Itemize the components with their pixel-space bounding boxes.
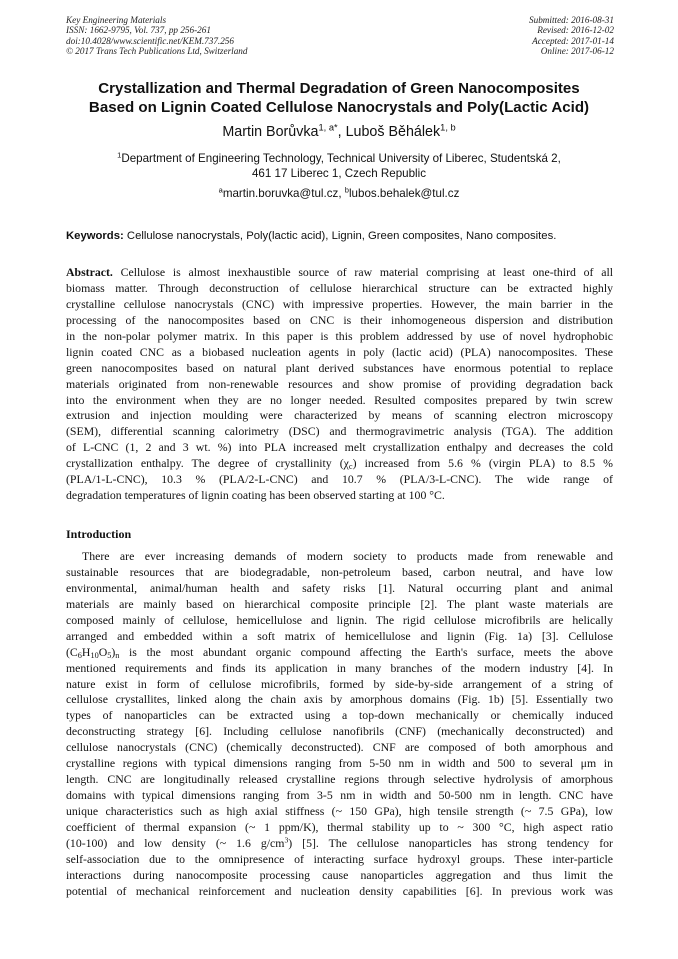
abstract-line: of L-CNC (1, 2 and 3 wt. %) into PLA increased melt crystallization enthalpy and decreases the cold: [66, 440, 613, 455]
publication-dates: [529, 15, 614, 57]
chemical-formula: [66, 645, 119, 659]
abstract-text: ) increased from 5.6 % (virgin PLA) to 8.5 %: [352, 456, 613, 471]
author-name: Martin Borůvka: [222, 124, 319, 140]
section-heading-introduction: Introduction: [66, 527, 132, 541]
doi-line[interactable]: doi:10.4028/www.scientific.net/KEM.737.256: [66, 35, 234, 46]
paragraph-line: length. CNC are longitudinally released crystalline regions through selective hydrolysis of amorphous: [66, 772, 613, 787]
email-link[interactable]: martin.boruvka@tul.cz: [222, 187, 339, 200]
paragraph-line: unique characteristics such as high axial stiffness (~ 150 GPa), high tensile strength (~ 7.5 GPa), low: [66, 804, 613, 818]
paragraph-line: crystalline regions with typical dimensions ranging from 5-50 nm in width and 500 to several μm in: [66, 756, 613, 771]
abstract-line: crystalline cellulose nanocrystals (CNC) with impressive properties. However, the main barrier in the: [66, 296, 613, 311]
author-emails: [40, 186, 638, 201]
abstract-line: into the environment when they are no longer needed. Resulted composites prepared by twin screw: [66, 392, 613, 407]
formula-part: H: [81, 644, 91, 659]
paragraph-line: arranged and embedded within a soft matrix of hemicellulose and lignin (Fig. 1a) [3]. Cellulose: [66, 628, 613, 643]
abstract-line: [66, 456, 613, 472]
journal-info: [66, 15, 247, 57]
paragraph-line: [66, 836, 613, 852]
paragraph-line: composed mainly of cellulose, hemicellulose and lignin. The rigid cellulose microfibrils are helically: [66, 612, 613, 627]
formula-part: ): [111, 644, 116, 659]
journal-name: Key Engineering Materials: [66, 15, 167, 25]
keywords-text: Cellulose nanocrystals, Poly(lactic acid), Lignin, Green composites, Nano composites.: [126, 230, 557, 242]
abstract-line: (SEM), differential scanning calorimetry (DSC) and thermogravimetric analysis (TGA). The addition: [66, 424, 613, 439]
introduction-body: [66, 549, 613, 900]
abstract-text: crystallization enthalpy. The degree of crystallinity (χ: [66, 456, 349, 471]
author-affiliation-mark: 1, a*: [318, 122, 338, 133]
abstract-line: processing of the nanocomposites based on CNC is their inhomogeneous dispersion and distribution: [66, 312, 613, 327]
formula-subscript: 6: [77, 650, 82, 660]
author-list: [40, 123, 638, 141]
paragraph-text: ) [5]. The cellulose nanoparticles has strong tendency for: [288, 835, 613, 850]
paragraph-line: deconstructing strategy [6]. Including cellulose nanofibrils (CNF) (mechanically deconstructed) and: [66, 724, 613, 739]
keywords: [66, 229, 626, 244]
issn-line: ISSN: 1662-9795, Vol. 737, pp 256-261: [66, 25, 211, 36]
abstract-line: green nanocomposites based on natural plant derived substances have enormous potential to replace: [66, 360, 613, 375]
email-link[interactable]: lubos.behalek@tul.cz: [348, 187, 460, 200]
email-mark: a: [218, 185, 223, 195]
abstract-line: (PLA/1-L-CNC), 10.3 % (PLA/2-L-CNC) and 10.7 % (PLA/3-L-CNC). The wide range of: [66, 472, 613, 487]
paper-title: [40, 80, 638, 117]
affiliation-line: [40, 151, 638, 166]
author-affiliation-mark: 1, b: [440, 122, 456, 133]
accepted-date: Accepted: 2017-01-14: [532, 35, 614, 46]
paragraph-line: There are ever increasing demands of modern society to products made from renewable and: [82, 549, 613, 563]
paragraph-line: interactions during nanocomposite processing cause nanoparticles aggregation and thus limit the: [66, 867, 613, 882]
affiliation-line: 461 17 Liberec 1, Czech Republic: [251, 167, 426, 180]
keywords-label: Keywords:: [66, 230, 124, 242]
title-line: Based on Lignin Coated Cellulose Nanocrystals and Poly(Lactic Acid): [88, 98, 590, 116]
paragraph-line: environmental, animal/human health and safety risks [1]. Natural occurring plant and animal: [66, 580, 613, 595]
paragraph-line: materials are mainly based on hierarchical composite principle [2]. The plant waste materials are: [66, 596, 613, 611]
abstract-line: lignin coated CNC as a biobased nucleation agents in poly (lactic acid) (PLA) nanocomposites. These: [66, 344, 613, 359]
paragraph-line: nature exist in form of cellulose microfibrils, formed by side-by-side arrangement of a string of: [66, 676, 613, 691]
author-separator: ,: [337, 124, 346, 140]
email-mark: b: [344, 185, 349, 195]
submitted-date: Submitted: 2016-08-31: [529, 15, 614, 25]
affiliation: [40, 151, 638, 181]
copyright-line: © 2017 Trans Tech Publications Ltd, Switzerland: [66, 46, 248, 57]
email-separator: ,: [338, 187, 345, 200]
paragraph-line: cellulose crystallites, linked along the chain axis by amorphous domains (Fig. 1b) [5]. Essentially two: [66, 692, 613, 707]
formula-subscript: n: [115, 650, 120, 660]
paragraph-line: self-association due to the omnipresence of interacting surface hydroxyl groups. These inter-particle: [66, 851, 613, 866]
paragraph-text: (10-100) and low density (~ 1.6 g/cm: [66, 835, 285, 850]
paragraph-line: mentioned requirements and finds its application in many branches of the modern industry [4]. In: [66, 660, 613, 675]
revised-date: Revised: 2016-12-02: [537, 25, 614, 36]
abstract-line: materials originated from non-renewable resources and show promise of providing degradation back: [66, 376, 613, 391]
crystallinity-subscript: c: [348, 462, 353, 472]
paragraph-line: coefficient of thermal expansion (~ 1 ppm/K), thermal stability up to ~ 300 °C, high aspect ratio: [66, 819, 613, 834]
affiliation-text: Department of Engineering Technology, Technical University of Liberec, Studentská 2,: [121, 152, 561, 165]
formula-subscript: 10: [90, 650, 99, 660]
unit-superscript: 3: [284, 835, 289, 845]
paragraph-line: types of nanoparticles can be extracted using a top-down mechanically or chemically induced: [66, 708, 613, 723]
affiliation-mark: 1: [117, 150, 122, 160]
paragraph-line: potential of mechanical reinforcement and nucleation density capabilities [6]. In previous work was: [66, 883, 613, 898]
abstract-line: [66, 265, 613, 281]
abstract: [66, 265, 613, 504]
author-name: Luboš Běhálek: [345, 124, 441, 140]
abstract-line: extrusion and injection moulding were characterized by means of scanning electron microscopy: [66, 408, 613, 423]
abstract-line: biomass matter. Through deconstruction of cellulose hierarchical structure can be extracted highly: [66, 280, 613, 295]
formula-part: (C: [66, 644, 78, 659]
abstract-line: in the non-polar polymer matrix. In this paper is this problem addressed by use of novel hydrophobic: [66, 328, 613, 343]
abstract-line: degradation temperatures of lignin coating has been observed starting at 100 °C.: [66, 488, 445, 503]
online-date: Online: 2017-06-12: [540, 46, 614, 57]
paragraph-line: [66, 645, 613, 661]
abstract-label: Abstract.: [66, 265, 113, 279]
formula-subscript: 5: [107, 650, 112, 660]
paragraph-text: is the most abundant organic compound affecting the Earth's surface, meets the above: [129, 644, 613, 659]
paragraph-line: sustainable resources that are biodegradable, non-petroleum based, carbon neutral, and have low: [66, 564, 613, 579]
paragraph-line: domains with typical dimensions ranging from 3-5 nm in width and 50-500 nm in length. CNC have: [66, 788, 613, 803]
title-line: Crystallization and Thermal Degradation of Green Nanocomposites: [98, 80, 580, 97]
formula-part: O: [98, 644, 108, 659]
paragraph-line: cellulose nanocrystals (CNC) (chemically deconstructed). CNF are composed of both amorphous and: [66, 740, 613, 755]
abstract-text: Cellulose is almost inexhaustible source of raw material comprising at least one-third of all: [112, 265, 613, 279]
